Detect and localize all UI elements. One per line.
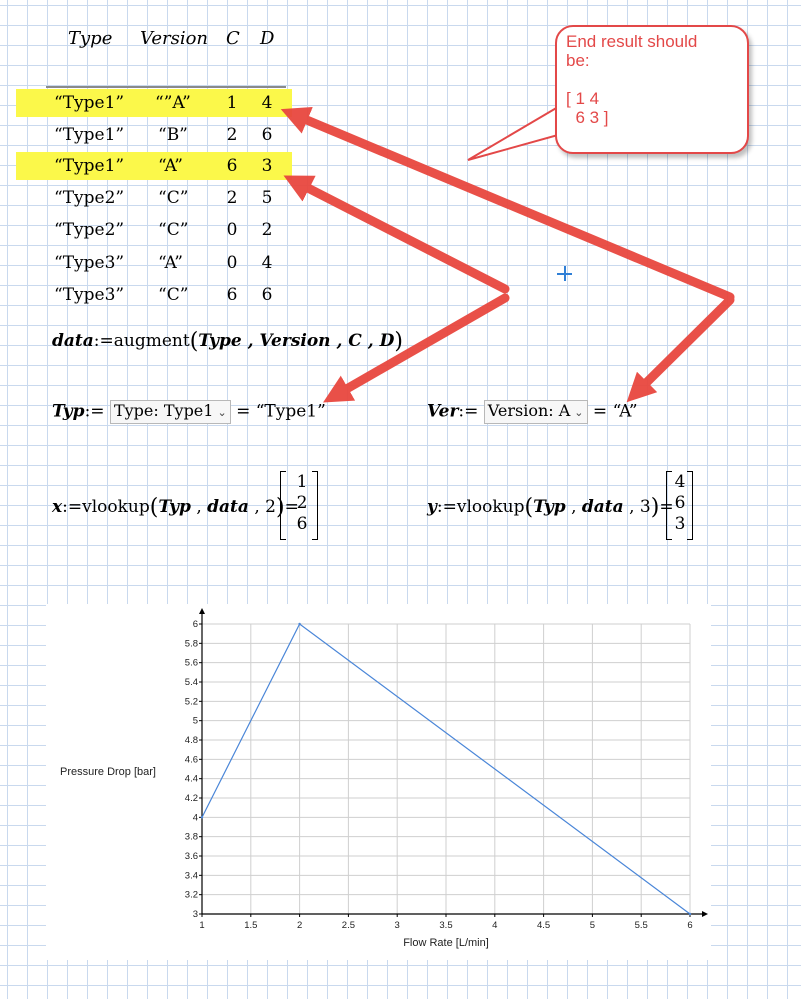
cell-d: 6 [261, 125, 273, 145]
chevron-down-icon: ⌄ [574, 406, 584, 419]
callout-text: End result should be: [ 1 4 6 3 ] [566, 32, 698, 127]
y-tick-label: 3 [192, 909, 198, 920]
assign-operator: := [436, 497, 457, 517]
matrix-cell: 2 [296, 493, 308, 513]
vlookup-y-expression[interactable]: y:=vlookup(Typ , data , 3)= [427, 495, 674, 520]
x-lhs: x [52, 497, 63, 517]
header-type: Type [68, 28, 113, 49]
cell-version: “C” [158, 188, 189, 208]
cell-type: “Type3” [54, 253, 125, 273]
typ-lhs: Typ [52, 401, 85, 422]
matrix-cell: 6 [674, 493, 686, 513]
cell-version: “”A” [155, 93, 191, 113]
matrix-cell: 3 [674, 514, 686, 534]
y-tick-label: 3.8 [184, 831, 198, 843]
vlookup-arg-data: data [207, 497, 249, 517]
augment-lhs: data [52, 331, 94, 351]
cell-version: “C” [158, 285, 189, 305]
x-tick-label: 1.5 [244, 920, 258, 931]
x-tick-label: 5 [589, 920, 596, 931]
header-version: Version [140, 28, 209, 49]
x-tick-label: 5.5 [634, 920, 648, 931]
matrix-cell: 6 [296, 514, 308, 534]
cell-type: “Type2” [54, 188, 125, 208]
y-tick-label: 5.4 [184, 677, 198, 688]
cell-version: “B” [158, 125, 188, 145]
y-tick-label: 5.2 [184, 696, 198, 708]
y-tick-label: 4 [192, 812, 198, 824]
chart-panel[interactable] [46, 604, 711, 960]
y-axis-label: Pressure Drop [bar] [60, 766, 156, 778]
ver-result: = “A” [592, 401, 638, 422]
x-tick-label: 1 [199, 920, 205, 931]
cell-c: 6 [226, 285, 238, 305]
cell-c: 2 [226, 188, 238, 208]
y-lhs: y [427, 497, 437, 517]
cell-version: “C” [158, 220, 189, 240]
y-tick-label: 5.6 [184, 657, 198, 669]
arrow-to-ver [643, 300, 730, 386]
line-chart [46, 604, 711, 960]
y-tick-label: 3.2 [184, 889, 198, 901]
augment-func: augment [113, 331, 190, 351]
cell-version: “A” [158, 156, 183, 176]
cell-c: 2 [226, 125, 238, 145]
type-dropdown-value: Type: Type1 [113, 401, 214, 420]
vlookup-arg-col: 3 [639, 497, 651, 517]
arrow-to-typ [343, 298, 505, 391]
cell-d: 2 [261, 220, 273, 240]
cell-type: “Type2” [54, 220, 125, 240]
arrow-to-row1 [302, 118, 730, 297]
y-tick-label: 3.4 [184, 870, 198, 882]
cell-d: 5 [261, 188, 273, 208]
arrow-to-row3 [304, 186, 505, 289]
augment-expression[interactable]: data:=augment(Type , Version , C , D) [52, 329, 403, 354]
x-tick-label: 3 [394, 920, 400, 931]
cell-c: 1 [226, 93, 238, 113]
matrix-cell: 4 [674, 472, 686, 492]
y-axis-arrow-icon [199, 608, 205, 614]
cell-version: “A” [158, 253, 183, 273]
data-point [689, 913, 691, 915]
vlookup-arg-col: 2 [265, 497, 276, 517]
y-tick-label: 5.8 [184, 638, 198, 650]
assign-operator: := [84, 401, 105, 422]
cell-d: 6 [261, 285, 273, 305]
ver-lhs: Ver [427, 401, 459, 422]
x-tick-label: 6 [687, 920, 693, 931]
assign-operator: := [458, 401, 479, 422]
cell-c: 0 [226, 220, 238, 240]
cell-type: “Type1” [54, 93, 125, 113]
assign-operator: := [62, 497, 83, 517]
cell-d: 3 [261, 156, 273, 176]
vlookup-func: vlookup [456, 497, 525, 517]
cell-c: 0 [226, 253, 238, 273]
assign-operator: := [93, 331, 114, 351]
y-tick-label: 4.4 [184, 773, 198, 785]
augment-args: Type , Version , C , D [198, 331, 395, 351]
vlookup-arg-data: data [581, 497, 624, 517]
x-tick-label: 4.5 [536, 920, 551, 931]
header-d: D [260, 28, 275, 49]
header-c: C [226, 28, 240, 49]
cell-type: “Type1” [54, 125, 125, 145]
x-tick-label: 3.5 [439, 920, 453, 931]
x-axis-arrow-icon [702, 911, 708, 917]
y-tick-label: 3.6 [184, 851, 198, 862]
vlookup-x-expression[interactable]: x:=vlookup(Typ , data , 2)= [52, 495, 299, 520]
vlookup-arg-typ: Typ [158, 497, 191, 517]
cell-d: 4 [261, 93, 273, 113]
version-dropdown-value: Version: A [487, 401, 571, 420]
x-tick-label: 2.5 [341, 920, 356, 931]
y-tick-label: 4.8 [184, 735, 198, 746]
x-axis-label: Flow Rate [L/min] [403, 937, 489, 949]
y-tick-label: 5 [192, 715, 198, 727]
x-tick-label: 4 [492, 920, 498, 931]
y-tick-label: 6 [192, 619, 198, 630]
vlookup-func: vlookup [82, 497, 150, 517]
typ-result: = “Type1” [236, 401, 326, 422]
vlookup-arg-typ: Typ [533, 497, 566, 517]
data-point [298, 623, 300, 625]
cell-c: 6 [226, 156, 238, 176]
x-tick-label: 2 [296, 920, 303, 931]
y-tick-label: 4.6 [184, 754, 198, 766]
y-tick-label: 4.2 [184, 793, 198, 804]
cell-type: “Type1” [54, 156, 125, 176]
cell-type: “Type3” [54, 285, 125, 305]
data-point [201, 816, 203, 818]
crosshair-cursor-icon [557, 266, 572, 281]
chevron-down-icon: ⌄ [217, 406, 227, 419]
cell-d: 4 [261, 253, 273, 273]
matrix-cell: 1 [296, 472, 308, 492]
